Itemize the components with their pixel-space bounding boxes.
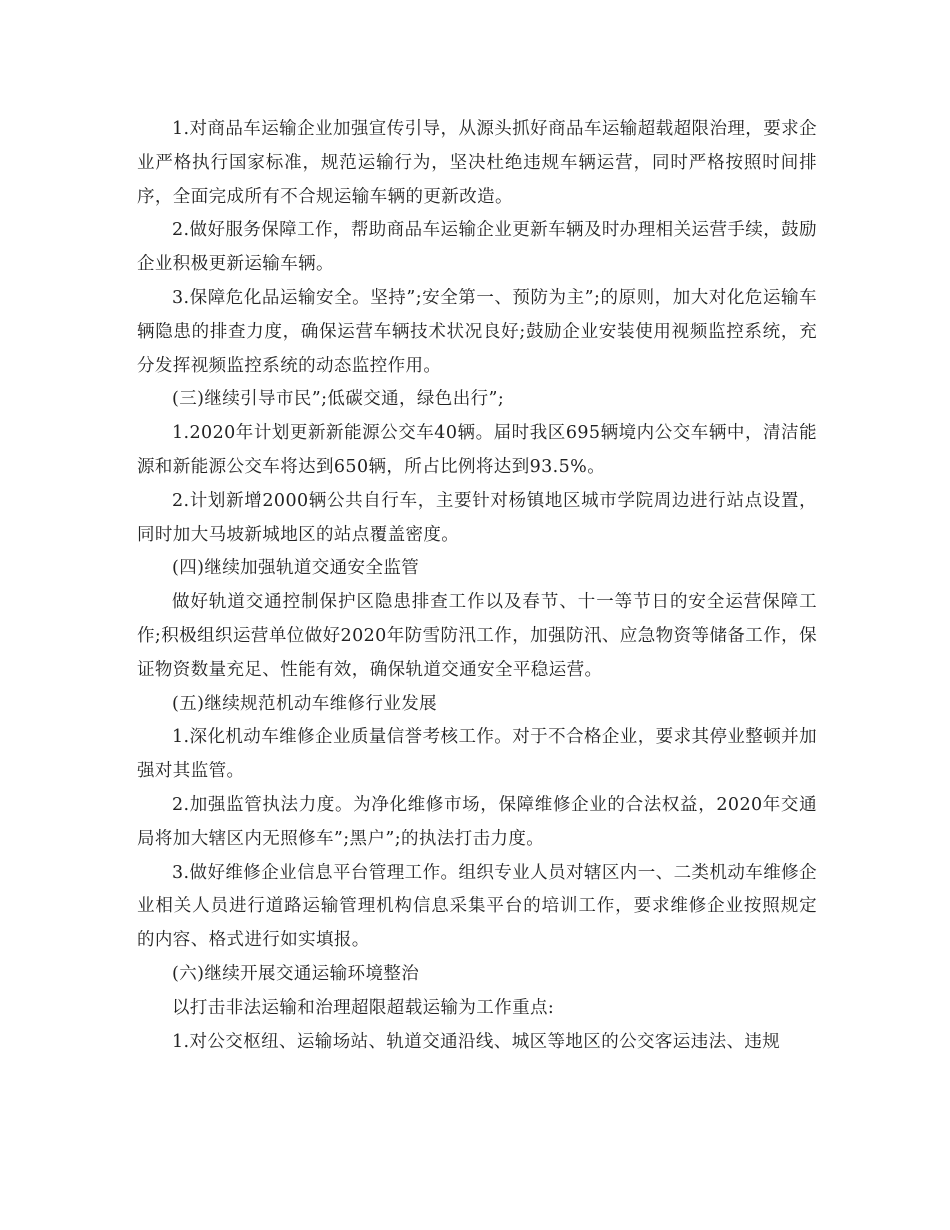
paragraph-7: 1.深化机动车维修企业质量信誉考核工作。对于不合格企业，要求其停业整顿并加强对其监管。 <box>137 727 817 782</box>
document-body <box>137 113 817 1059</box>
paragraph-10: 以打击非法运输和治理超限超载运输为工作重点: <box>172 997 555 1018</box>
paragraph-2: 2.做好服务保障工作，帮助商品车运输企业更新车辆及时办理相关运营手续，鼓励企业积极更新运输车辆。 <box>137 220 817 275</box>
section-heading-3: (三)继续引导市民”;低碳交通，绿色出行”; <box>172 389 505 410</box>
paragraph-4: 1.2020年计划更新新能源公交车40辆。届时我区695辆境内公交车辆中，清洁能源和新能源公交车将达到650辆，所占比例将达到93.5%。 <box>137 423 817 477</box>
section-heading-4: (四)继续加强轨道交通安全监管 <box>172 558 420 579</box>
section-heading-6: (六)继续开展交通运输环境整治 <box>172 963 420 984</box>
paragraph-6: 做好轨道交通控制保护区隐患排查工作以及春节、十一等节日的安全运营保障工作;积极组织运营单位做好2020年防雪防汛工作，加强防汛、应急物资等储备工作，保证物资数量充足、性能有效，确保轨道交通安全平稳运营。 <box>137 592 817 680</box>
paragraph-8: 2.加强监管执法力度。为净化维修市场，保障维修企业的合法权益，2020年交通局将加大辖区内无照修车”;黑户”;的执法打击力度。 <box>137 794 817 849</box>
section-heading-5: (五)继续规范机动车维修行业发展 <box>172 693 438 714</box>
paragraph-11: 1.对公交枢纽、运输场站、轨道交通沿线、城区等地区的公交客运违法、违规 <box>172 1031 781 1052</box>
paragraph-5: 2.计划新增2000辆公共自行车，主要针对杨镇地区城市学院周边进行站点设置，同时加大马坡新城地区的站点覆盖密度。 <box>137 490 817 545</box>
paragraph-1: 1.对商品车运输企业加强宣传引导，从源头抓好商品车运输超载超限治理，要求企业严格执行国家标准，规范运输行为，坚决杜绝违规车辆运营，同时严格按照时间排序，全面完成所有不合规运输车辆的更新改造。 <box>137 119 817 207</box>
paragraph-9: 3.做好维修企业信息平台管理工作。组织专业人员对辖区内一、二类机动车维修企业相关人员进行道路运输管理机构信息采集平台的培训工作，要求维修企业按照规定的内容、格式进行如实填报。 <box>137 862 817 951</box>
paragraph-3: 3.保障危化品运输安全。坚持”;安全第一、预防为主”;的原则，加大对化危运输车辆隐患的排查力度，确保运营车辆技术状况良好;鼓励企业安装使用视频监控系统，充分发挥视频监控系统的动态监控作用。 <box>137 287 817 376</box>
